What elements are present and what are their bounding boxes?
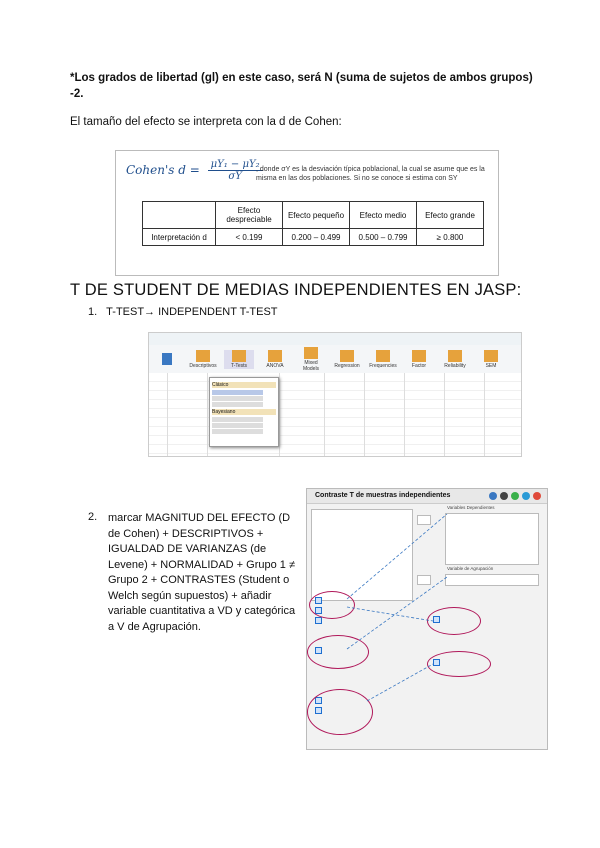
menu-item[interactable] [212,402,263,407]
toolbar-label: Mixed Models [302,359,320,372]
window-titlebar [149,333,521,345]
effect-size-intro: El tamaño del efecto se interpreta con la d de Cohen: [70,116,342,128]
table-header-cell [143,202,216,229]
toolbar-anova[interactable] [260,350,290,369]
menu-item-independent-ttest[interactable] [212,390,263,395]
table-cell: ≥ 0.800 [417,229,484,246]
jasp-independent-ttest-panel [306,488,548,750]
toolbar-label: Factor [411,362,427,369]
toolbar-reliability[interactable] [440,350,470,369]
grid-divider [207,373,208,456]
section-title: T DE STUDENT DE MEDIAS INDEPENDIENTES EN JASP: [70,281,522,299]
grid-divider [484,373,485,456]
ttest-dropdown-menu [209,377,279,447]
step-2-text: marcar MAGNITUD DEL EFECTO (D de Cohen) + DESCRIPTIVOS + IGUALDAD DE VARIANZAS (de Levene) + NORMALIDAD + Grupo 1 ≠ Grupo 2 + CONTRASTES (Student o Welch según supuestos) + añadir variable cuantitativa a VD y categórica a V de Agrupación. [108,512,296,633]
anova-icon [268,350,282,362]
arrow-line [347,607,433,621]
table-header-cell: Efecto medio [350,202,417,229]
regression-icon [340,350,354,362]
menu-section-label: Clásico [212,382,229,388]
step-1 [88,306,278,318]
step-2-number: 2. [88,511,98,523]
arrow-line [367,664,433,701]
grid-divider [324,373,325,456]
table-cell: Interpretación d [143,229,216,246]
dependent-variables-label: Variables Dependientes [447,505,495,510]
toolbar-mixed[interactable] [296,347,326,372]
step-number: 1. [88,306,98,318]
toolbar-label: Frequencies [369,362,397,369]
formula-numerator: μY₁ − μY₂ [208,159,263,171]
toolbar-factor[interactable] [404,350,434,369]
menu-section-label: Bayesiano [212,409,236,415]
table-cell: < 0.199 [216,229,283,246]
frequencies-icon [376,350,390,362]
toolbar-regression[interactable] [332,350,362,369]
grid-divider [404,373,405,456]
step-text: T-TEST→ INDEPENDENT T-TEST [106,306,278,318]
table-cell: 0.500 – 0.799 [350,229,417,246]
toolbar-label: T-Tests [230,362,248,369]
factor-icon [412,350,426,362]
cohen-d-figure [115,150,499,276]
arrow-line [347,577,447,649]
bar-chart-icon [196,350,210,362]
menu-item[interactable] [212,423,263,428]
grid-divider [167,373,168,456]
toolbar-label: Reliability [444,362,466,369]
toolbar-sem[interactable] [476,350,506,369]
arrow-line [347,514,447,599]
sem-icon [484,350,498,362]
hamburger-icon[interactable] [152,353,182,366]
toolbar-label: Descriptivos [189,362,217,369]
jasp-toolbar [149,345,521,374]
toolbar-frequencies[interactable] [368,350,398,369]
grid-divider [364,373,365,456]
formula-description: , donde σY es la desviación típica poblacional, la cual se asume que es la misma en las dos poblaciones. Si no se conoce si estima con SY [256,166,485,182]
toolbar-label: SEM [485,362,497,369]
table-cell: 0.200 – 0.499 [283,229,350,246]
cohen-interpretation-table [142,201,484,246]
table-header-cell: Efecto grande [417,202,484,229]
mixed-icon [304,347,318,359]
grid-divider [444,373,445,456]
table-header-row [143,202,484,229]
grid-divider [279,373,280,456]
annotation-arrows [307,489,547,749]
formula-fraction [208,159,263,182]
toolbar-label: Regression [334,362,360,369]
menu-section-classic [212,382,276,388]
menu-section-bayesian [212,409,276,415]
table-header-cell: Efecto pequeño [283,202,350,229]
data-grid [149,373,521,456]
grouping-variable-label: Variable de Agrupación [447,566,494,571]
menu-item[interactable] [212,417,263,422]
toolbar-ttests[interactable] [224,350,254,369]
menu-item[interactable] [212,429,263,434]
jasp-ttest-menu-screenshot [148,332,522,457]
panel-title: Contraste T de muestras independientes [307,489,547,504]
reliability-icon [448,350,462,362]
menu-item[interactable] [212,396,263,401]
table-header-cell: Efecto despreciable [216,202,283,229]
formula-lhs: Cohen's d = [126,163,200,177]
toolbar-label: ANOVA [266,362,284,369]
ttest-icon [232,350,246,362]
formula-denominator: σY [228,171,242,182]
toolbar-descriptives[interactable] [188,350,218,369]
table-row [143,229,484,246]
degrees-of-freedom-note: *Los grados de libertad (gl) en este caso, será N (suma de sujetos de ambos grupos) -2. [70,72,533,100]
cohen-formula [126,159,263,182]
